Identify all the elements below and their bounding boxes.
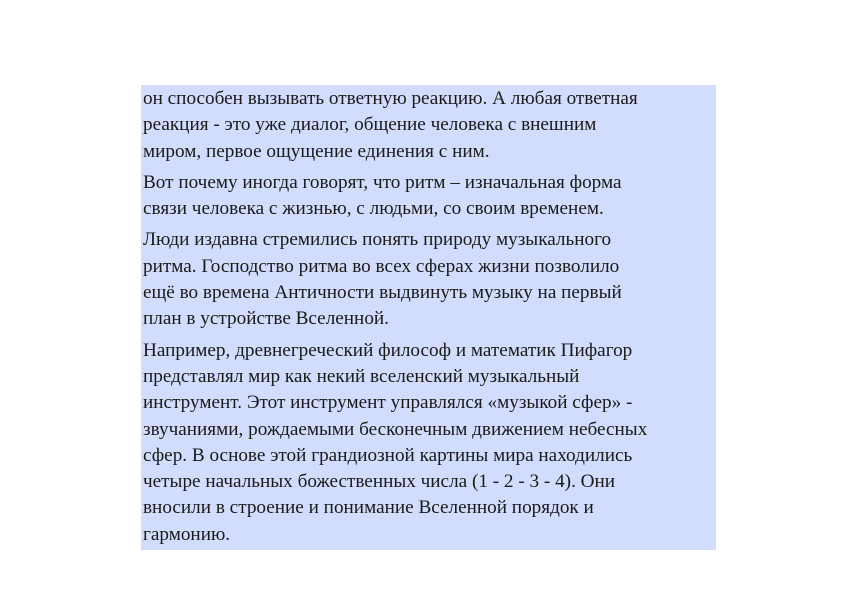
text-line: гармонию. (143, 523, 231, 545)
text-line: ритма. Господство ритма во всех сферах жизни позволило (143, 255, 620, 277)
text-line: звучаниями, рождаемыми бесконечным движением небесных (143, 418, 648, 440)
text-line: инструмент. Этот инструмент управлялся «музыкой сфер» - (143, 392, 633, 414)
paragraph-4 (143, 338, 716, 548)
paragraph-1 (143, 86, 716, 165)
paragraph-3 (143, 227, 716, 332)
text-line: миром, первое ощущение единения с ним. (143, 140, 490, 162)
text-line: план в устройстве Вселенной. (143, 308, 389, 330)
text-line: четыре начальных божественных числа (1 - 2 - 3 - 4). Они (143, 471, 616, 493)
text-line: представлял мир как некий вселенский музыкальный (143, 365, 580, 387)
text-line: Например, древнегреческий философ и математик Пифагор (143, 339, 633, 361)
text-line: сфер. В основе этой грандиозной картины мира находились (143, 444, 633, 466)
paragraph-2 (143, 170, 716, 223)
text-line: ещё во времена Античности выдвинуть музыку на первый (143, 282, 622, 304)
text-line: вносили в строение и понимание Вселенной порядок и (143, 497, 594, 519)
text-block (141, 85, 716, 550)
text-line: связи человека с жизнью, с людьми, со своим временем. (143, 198, 604, 220)
text-line: Люди издавна стремились понять природу музыкального (143, 229, 612, 251)
text-line: он способен вызывать ответную реакцию. А любая ответная (143, 88, 638, 109)
text-line: Вот почему иногда говорят, что ритм – изначальная форма (143, 171, 622, 193)
text-line: реакция - это уже диалог, общение человека с внешним (143, 114, 597, 136)
